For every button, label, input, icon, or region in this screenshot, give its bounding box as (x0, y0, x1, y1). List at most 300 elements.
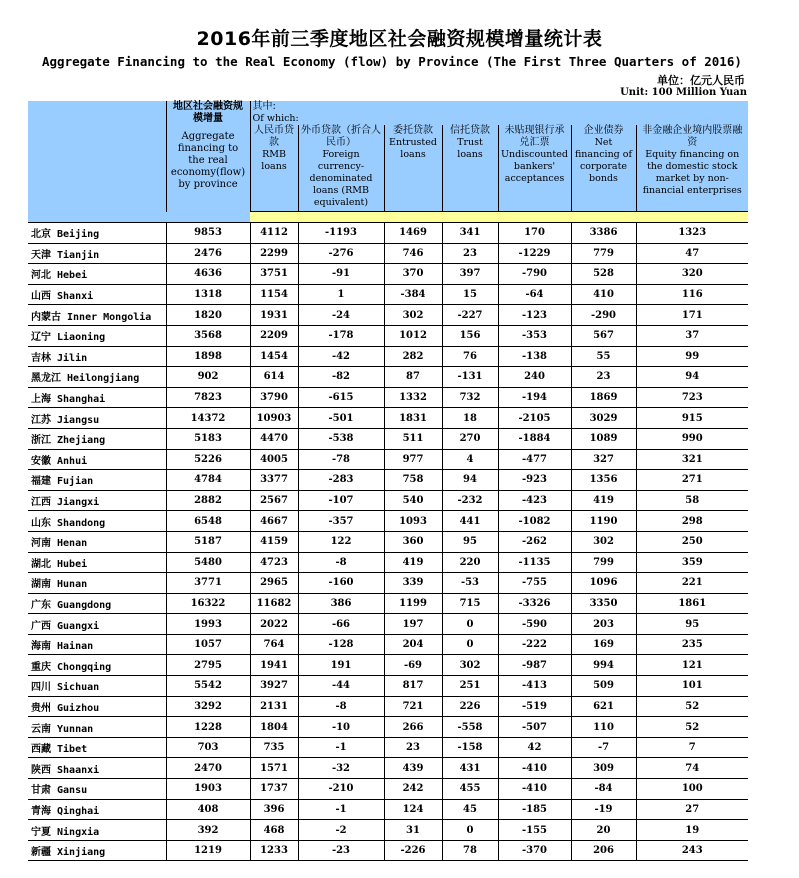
province-name: 江西 Jiangxi (28, 490, 166, 511)
table-row (28, 573, 748, 594)
province-name: 内蒙古 Inner Mongolia (28, 305, 166, 326)
value-cell: 3386 (571, 223, 636, 244)
table-row (28, 840, 748, 861)
province-name: 贵州 Guizhou (28, 696, 166, 717)
province-name: 湖北 Hubei (28, 552, 166, 573)
value-cell: 715 (442, 593, 498, 614)
value-cell: 45 (442, 799, 498, 820)
value-cell: 7 (636, 737, 748, 758)
value-cell: 431 (442, 758, 498, 779)
value-cell: -8 (298, 552, 384, 573)
value-cell: -7 (571, 737, 636, 758)
value-cell: 94 (636, 367, 748, 388)
value-cell: 42 (498, 737, 571, 758)
province-name: 江苏 Jiangsu (28, 408, 166, 429)
value-cell: 95 (442, 531, 498, 552)
province-name: 河南 Henan (28, 531, 166, 552)
value-cell: 203 (571, 614, 636, 635)
value-cell: 4470 (250, 428, 298, 449)
column-header: 人民币贷款 RMB loans (250, 125, 298, 212)
value-cell: -410 (498, 779, 571, 800)
value-cell: -3326 (498, 593, 571, 614)
value-cell: 20 (571, 820, 636, 841)
province-name: 广东 Guangdong (28, 593, 166, 614)
value-cell: 1 (298, 284, 384, 305)
value-cell: -1193 (298, 223, 384, 244)
value-cell: -128 (298, 634, 384, 655)
province-name: 陕西 Shaanxi (28, 758, 166, 779)
value-cell: 266 (384, 717, 442, 738)
value-cell: 171 (636, 305, 748, 326)
value-cell: 397 (442, 264, 498, 285)
value-cell: 1737 (250, 779, 298, 800)
value-cell: 764 (250, 634, 298, 655)
value-cell: -538 (298, 428, 384, 449)
province-name: 吉林 Jilin (28, 346, 166, 367)
total-value: 703 (166, 737, 250, 758)
of-which-header (250, 101, 748, 125)
page-subtitle: Aggregate Financing to the Real Economy (flow) by Province (The First Three Quarters of 2016) (42, 54, 742, 69)
value-cell: -987 (498, 655, 571, 676)
value-cell: 1199 (384, 593, 442, 614)
value-cell: 1356 (571, 470, 636, 491)
province-name: 重庆 Chongqing (28, 655, 166, 676)
value-cell: -84 (571, 779, 636, 800)
value-cell: 1332 (384, 387, 442, 408)
value-cell: 156 (442, 325, 498, 346)
province-name: 西藏 Tibet (28, 737, 166, 758)
value-cell: 101 (636, 676, 748, 697)
value-cell: 2567 (250, 490, 298, 511)
value-cell: 124 (384, 799, 442, 820)
value-cell: 55 (571, 346, 636, 367)
value-cell: -755 (498, 573, 571, 594)
table-row (28, 799, 748, 820)
table-row (28, 779, 748, 800)
value-cell: 169 (571, 634, 636, 655)
value-cell: -1 (298, 799, 384, 820)
value-cell: 732 (442, 387, 498, 408)
value-cell: -185 (498, 799, 571, 820)
province-name: 云南 Yunnan (28, 717, 166, 738)
table-row (28, 243, 748, 264)
value-cell: 3029 (571, 408, 636, 429)
value-cell: 320 (636, 264, 748, 285)
table-row (28, 696, 748, 717)
total-value: 16322 (166, 593, 250, 614)
unit-label-cn: 单位：亿元人民币 (657, 74, 745, 87)
value-cell: -32 (298, 758, 384, 779)
value-cell: 116 (636, 284, 748, 305)
value-cell: -210 (298, 779, 384, 800)
value-cell: -1884 (498, 428, 571, 449)
value-cell: 121 (636, 655, 748, 676)
province-name: 湖南 Hunan (28, 573, 166, 594)
province-name: 山东 Shandong (28, 511, 166, 532)
value-cell: 250 (636, 531, 748, 552)
province-header-cell (28, 101, 166, 212)
column-header: 信托贷款 Trust loans (442, 125, 498, 212)
value-cell: 1154 (250, 284, 298, 305)
value-cell: -790 (498, 264, 571, 285)
value-cell: 94 (442, 470, 498, 491)
value-cell: 1931 (250, 305, 298, 326)
value-cell: 3377 (250, 470, 298, 491)
value-cell: -413 (498, 676, 571, 697)
value-cell: -69 (384, 655, 442, 676)
province-name: 山西 Shanxi (28, 284, 166, 305)
value-cell: 511 (384, 428, 442, 449)
value-cell: 439 (384, 758, 442, 779)
province-name: 天津 Tianjin (28, 243, 166, 264)
value-cell: 10903 (250, 408, 298, 429)
total-value: 3568 (166, 325, 250, 346)
value-cell: 621 (571, 696, 636, 717)
value-cell: 191 (298, 655, 384, 676)
value-cell: -66 (298, 614, 384, 635)
total-header-cn: 地区社会融资规模增量 (173, 101, 243, 124)
value-cell: 746 (384, 243, 442, 264)
value-cell: 1323 (636, 223, 748, 244)
value-cell: 386 (298, 593, 384, 614)
value-cell: -507 (498, 717, 571, 738)
total-header-en: Aggregate financing to the real economy(flow) by province (170, 131, 246, 190)
total-value: 1820 (166, 305, 250, 326)
value-cell: 327 (571, 449, 636, 470)
value-cell: -590 (498, 614, 571, 635)
value-cell: 721 (384, 696, 442, 717)
value-cell: 271 (636, 470, 748, 491)
value-cell: 221 (636, 573, 748, 594)
value-cell: -477 (498, 449, 571, 470)
total-value: 1057 (166, 634, 250, 655)
value-cell: 2131 (250, 696, 298, 717)
total-value: 3292 (166, 696, 250, 717)
value-cell: 52 (636, 696, 748, 717)
province-name: 河北 Hebei (28, 264, 166, 285)
of-which-en: Of which: (252, 113, 299, 124)
table-row (28, 408, 748, 429)
value-cell: 4667 (250, 511, 298, 532)
value-cell: 240 (498, 367, 571, 388)
value-cell: 779 (571, 243, 636, 264)
value-cell: 18 (442, 408, 498, 429)
value-cell: 528 (571, 264, 636, 285)
financing-table (28, 101, 748, 861)
province-name: 青海 Qinghai (28, 799, 166, 820)
value-cell: 990 (636, 428, 748, 449)
table-row (28, 449, 748, 470)
column-header: 企业债券 Net financing of corporate bonds (571, 125, 636, 212)
province-name: 北京 Beijing (28, 223, 166, 244)
value-cell: 341 (442, 223, 498, 244)
value-cell: 4723 (250, 552, 298, 573)
value-cell: 58 (636, 490, 748, 511)
value-cell: 206 (571, 840, 636, 861)
value-cell: -558 (442, 717, 498, 738)
value-cell: -384 (384, 284, 442, 305)
value-cell: 455 (442, 779, 498, 800)
value-cell: 235 (636, 634, 748, 655)
table-row (28, 511, 748, 532)
value-cell: 339 (384, 573, 442, 594)
table-row (28, 223, 748, 244)
total-value: 408 (166, 799, 250, 820)
value-cell: 226 (442, 696, 498, 717)
column-header: 未贴现银行承兑汇票 Undiscounted bankers' acceptances (498, 125, 571, 212)
value-cell: -222 (498, 634, 571, 655)
value-cell: 3790 (250, 387, 298, 408)
value-cell: -131 (442, 367, 498, 388)
value-cell: -194 (498, 387, 571, 408)
table-row (28, 428, 748, 449)
value-cell: 2299 (250, 243, 298, 264)
value-cell: 1804 (250, 717, 298, 738)
total-value: 3771 (166, 573, 250, 594)
province-name: 宁夏 Ningxia (28, 820, 166, 841)
table-row (28, 717, 748, 738)
value-cell: 817 (384, 676, 442, 697)
value-cell: -160 (298, 573, 384, 594)
total-value: 1228 (166, 717, 250, 738)
table-row (28, 470, 748, 491)
value-cell: -232 (442, 490, 498, 511)
value-cell: 1096 (571, 573, 636, 594)
province-name: 新疆 Xinjiang (28, 840, 166, 861)
value-cell: 78 (442, 840, 498, 861)
value-cell: -64 (498, 284, 571, 305)
value-cell: 419 (571, 490, 636, 511)
value-cell: 396 (250, 799, 298, 820)
province-name: 安徽 Anhui (28, 449, 166, 470)
value-cell: 204 (384, 634, 442, 655)
value-cell: -53 (442, 573, 498, 594)
value-cell: 170 (498, 223, 571, 244)
province-name: 浙江 Zhejiang (28, 428, 166, 449)
total-value: 5480 (166, 552, 250, 573)
total-value: 2795 (166, 655, 250, 676)
total-value: 6548 (166, 511, 250, 532)
value-cell: 370 (384, 264, 442, 285)
value-cell: 47 (636, 243, 748, 264)
value-cell: -423 (498, 490, 571, 511)
total-value: 5542 (166, 676, 250, 697)
total-value: 5187 (166, 531, 250, 552)
value-cell: -357 (298, 511, 384, 532)
total-header-cell (166, 101, 250, 212)
value-cell: 0 (442, 614, 498, 635)
value-cell: 468 (250, 820, 298, 841)
total-value: 4784 (166, 470, 250, 491)
value-cell: -8 (298, 696, 384, 717)
value-cell: 0 (442, 820, 498, 841)
value-cell: 509 (571, 676, 636, 697)
value-cell: -138 (498, 346, 571, 367)
value-cell: -519 (498, 696, 571, 717)
value-cell: -155 (498, 820, 571, 841)
table-row (28, 531, 748, 552)
province-name: 四川 Sichuan (28, 676, 166, 697)
value-cell: 540 (384, 490, 442, 511)
value-cell: -410 (498, 758, 571, 779)
total-value: 5183 (166, 428, 250, 449)
value-cell: 1190 (571, 511, 636, 532)
total-value: 4636 (166, 264, 250, 285)
value-cell: -370 (498, 840, 571, 861)
total-value: 2476 (166, 243, 250, 264)
value-cell: 87 (384, 367, 442, 388)
table-row (28, 346, 748, 367)
value-cell: 977 (384, 449, 442, 470)
value-cell: -226 (384, 840, 442, 861)
value-cell: 76 (442, 346, 498, 367)
table-row (28, 490, 748, 511)
value-cell: 302 (442, 655, 498, 676)
value-cell: 3927 (250, 676, 298, 697)
value-cell: 0 (442, 634, 498, 655)
value-cell: -1135 (498, 552, 571, 573)
value-cell: -615 (298, 387, 384, 408)
value-cell: -283 (298, 470, 384, 491)
province-name: 辽宁 Liaoning (28, 325, 166, 346)
value-cell: 2209 (250, 325, 298, 346)
table-row (28, 614, 748, 635)
value-cell: 3350 (571, 593, 636, 614)
value-cell: -123 (498, 305, 571, 326)
province-name: 黑龙江 Heilongjiang (28, 367, 166, 388)
value-cell: 23 (571, 367, 636, 388)
value-cell: 242 (384, 779, 442, 800)
value-cell: 1861 (636, 593, 748, 614)
total-value: 1318 (166, 284, 250, 305)
value-cell: -1 (298, 737, 384, 758)
unit-label-en: Unit: 100 Million Yuan (620, 87, 747, 98)
value-cell: 723 (636, 387, 748, 408)
value-cell: 220 (442, 552, 498, 573)
value-cell: -107 (298, 490, 384, 511)
table-row (28, 387, 748, 408)
total-value: 1993 (166, 614, 250, 635)
value-cell: 915 (636, 408, 748, 429)
value-cell: 52 (636, 717, 748, 738)
value-cell: 95 (636, 614, 748, 635)
value-cell: -276 (298, 243, 384, 264)
total-value: 392 (166, 820, 250, 841)
total-value: 902 (166, 367, 250, 388)
value-cell: 321 (636, 449, 748, 470)
value-cell: -91 (298, 264, 384, 285)
value-cell: -2105 (498, 408, 571, 429)
value-cell: 614 (250, 367, 298, 388)
value-cell: 302 (571, 531, 636, 552)
table-row (28, 655, 748, 676)
value-cell: 1941 (250, 655, 298, 676)
value-cell: 110 (571, 717, 636, 738)
province-name: 上海 Shanghai (28, 387, 166, 408)
value-cell: -227 (442, 305, 498, 326)
value-cell: -78 (298, 449, 384, 470)
table-row (28, 367, 748, 388)
table-row (28, 284, 748, 305)
value-cell: 122 (298, 531, 384, 552)
column-header: 委托贷款 Entrusted loans (384, 125, 442, 212)
table-row (28, 305, 748, 326)
value-cell: 1831 (384, 408, 442, 429)
value-cell: 282 (384, 346, 442, 367)
province-name: 甘肃 Gansu (28, 779, 166, 800)
value-cell: 4112 (250, 223, 298, 244)
value-cell: 758 (384, 470, 442, 491)
value-cell: 410 (571, 284, 636, 305)
value-cell: 11682 (250, 593, 298, 614)
value-cell: -19 (571, 799, 636, 820)
value-cell: -2 (298, 820, 384, 841)
value-cell: 23 (384, 737, 442, 758)
table-row (28, 820, 748, 841)
value-cell: 3751 (250, 264, 298, 285)
total-value: 2882 (166, 490, 250, 511)
value-cell: 1089 (571, 428, 636, 449)
value-cell: -24 (298, 305, 384, 326)
value-cell: -353 (498, 325, 571, 346)
value-cell: 23 (442, 243, 498, 264)
value-cell: -158 (442, 737, 498, 758)
table-row (28, 325, 748, 346)
value-cell: 19 (636, 820, 748, 841)
header-separator (28, 212, 748, 223)
value-cell: -10 (298, 717, 384, 738)
total-value: 1898 (166, 346, 250, 367)
total-value: 2470 (166, 758, 250, 779)
value-cell: 1571 (250, 758, 298, 779)
value-cell: 15 (442, 284, 498, 305)
value-cell: 309 (571, 758, 636, 779)
value-cell: 994 (571, 655, 636, 676)
value-cell: 270 (442, 428, 498, 449)
table-row (28, 593, 748, 614)
value-cell: -923 (498, 470, 571, 491)
table-row (28, 264, 748, 285)
value-cell: -290 (571, 305, 636, 326)
table-row (28, 634, 748, 655)
value-cell: 359 (636, 552, 748, 573)
value-cell: -42 (298, 346, 384, 367)
table-row (28, 737, 748, 758)
value-cell: -44 (298, 676, 384, 697)
value-cell: 27 (636, 799, 748, 820)
table-row (28, 552, 748, 573)
value-cell: 37 (636, 325, 748, 346)
value-cell: 419 (384, 552, 442, 573)
value-cell: 100 (636, 779, 748, 800)
value-cell: 1233 (250, 840, 298, 861)
value-cell: 2022 (250, 614, 298, 635)
total-value: 5226 (166, 449, 250, 470)
value-cell: 298 (636, 511, 748, 532)
value-cell: 1469 (384, 223, 442, 244)
column-header: 非金融企业境内股票融资 Equity financing on the domestic stock market by non-financial enterprises (636, 125, 748, 212)
province-name: 福建 Fujian (28, 470, 166, 491)
value-cell: 441 (442, 511, 498, 532)
value-cell: 243 (636, 840, 748, 861)
page-title: 2016年前三季度地区社会融资规模增量统计表 (196, 28, 603, 50)
value-cell: -501 (298, 408, 384, 429)
value-cell: 251 (442, 676, 498, 697)
table-body (28, 223, 748, 861)
total-value: 9853 (166, 223, 250, 244)
value-cell: 1012 (384, 325, 442, 346)
value-cell: -82 (298, 367, 384, 388)
